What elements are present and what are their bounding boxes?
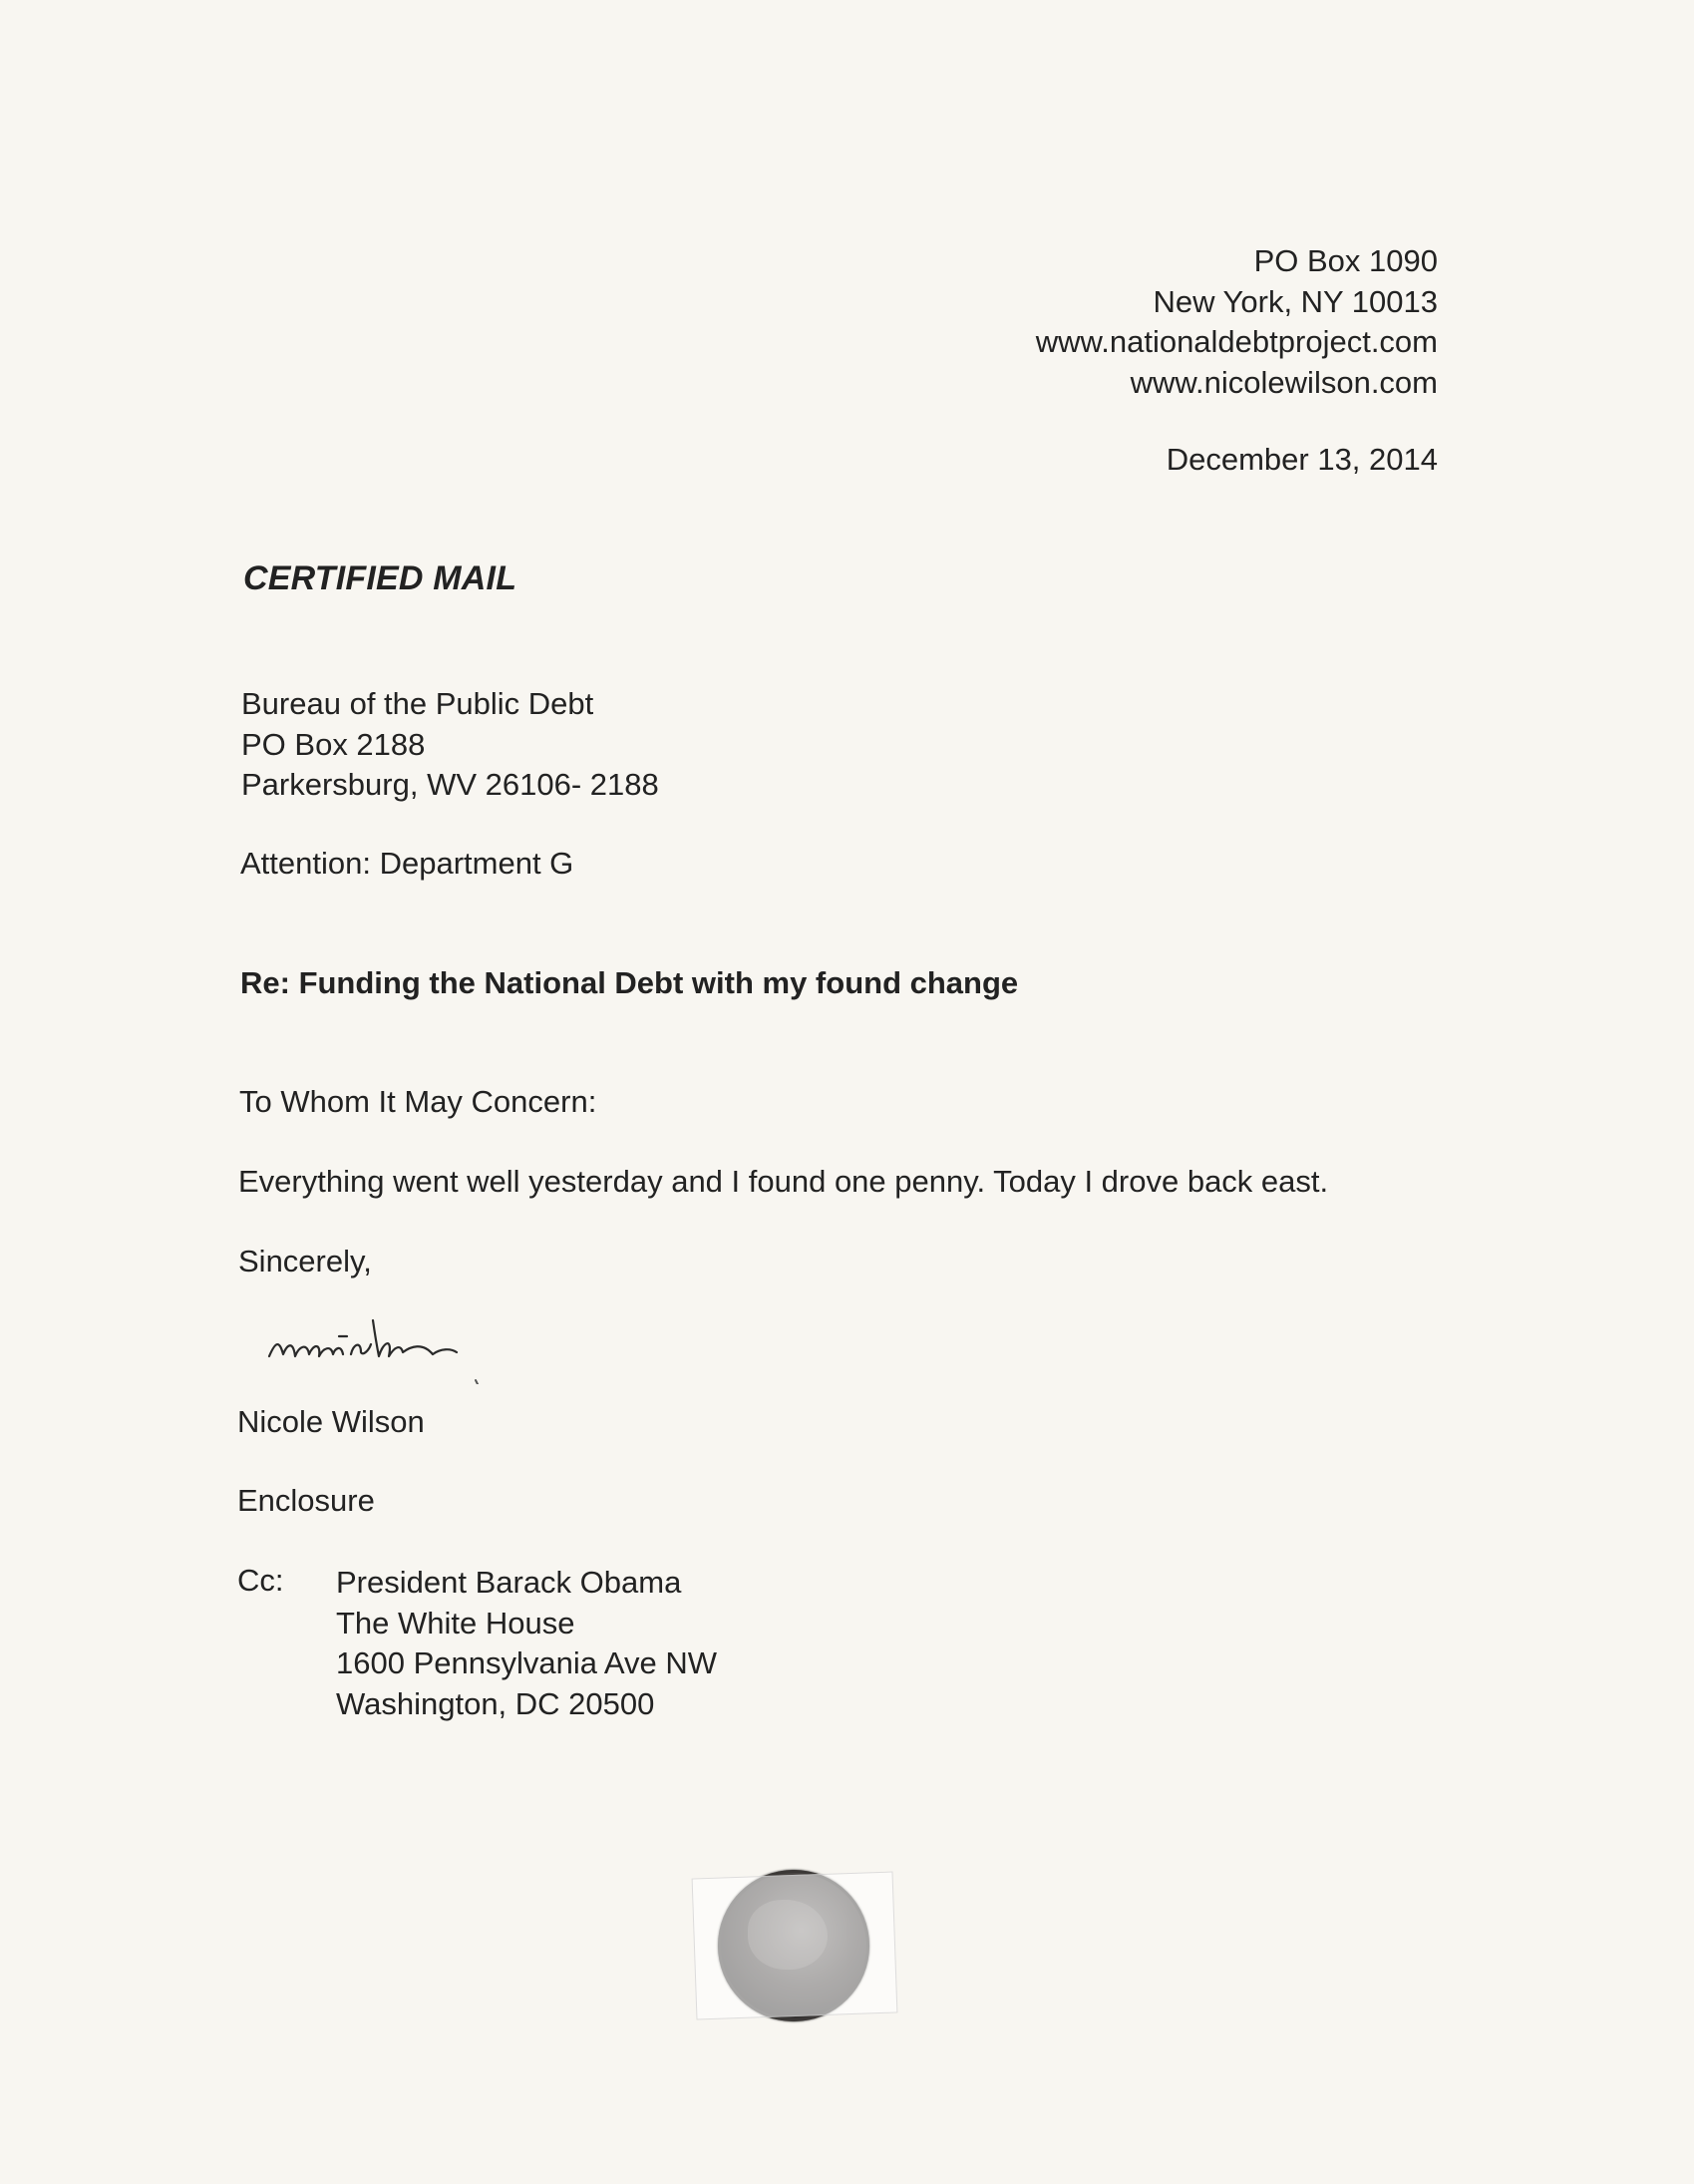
subject-line: Re: Funding the National Debt with my found change bbox=[240, 965, 1019, 1000]
signer-name: Nicole Wilson bbox=[237, 1404, 425, 1439]
closing: Sincerely, bbox=[238, 1244, 372, 1278]
taped-penny bbox=[688, 1845, 897, 2044]
cc-recipient-line: President Barack Obama bbox=[336, 1565, 682, 1600]
tape-strip bbox=[692, 1872, 898, 2020]
return-address-line: New York, NY 10013 bbox=[1153, 283, 1438, 319]
recipient-address-line: PO Box 2188 bbox=[241, 726, 426, 762]
enclosure-note: Enclosure bbox=[237, 1483, 375, 1518]
return-address-line: www.nicolewilson.com bbox=[1130, 364, 1438, 400]
salutation: To Whom It May Concern: bbox=[239, 1084, 597, 1119]
return-address-line: PO Box 1090 bbox=[1253, 243, 1438, 278]
return-address-line: www.nationaldebtproject.com bbox=[1035, 324, 1438, 359]
cc-recipient bbox=[336, 1563, 717, 1724]
return-address bbox=[1036, 241, 1438, 403]
attention-line: Attention: Department G bbox=[240, 846, 574, 881]
cc-recipient-line: 1600 Pennsylvania Ave NW bbox=[336, 1645, 717, 1680]
recipient-address bbox=[241, 684, 659, 806]
mail-type-heading: CERTIFIED MAIL bbox=[243, 559, 517, 597]
recipient-address-line: Parkersburg, WV 26106- 2188 bbox=[241, 767, 659, 802]
handwritten-signature bbox=[261, 1284, 560, 1384]
cc-recipient-line: The White House bbox=[336, 1605, 575, 1640]
cc-label: Cc: bbox=[237, 1563, 284, 1598]
letter-date: December 13, 2014 bbox=[1166, 442, 1438, 477]
cc-recipient-line: Washington, DC 20500 bbox=[336, 1685, 655, 1721]
recipient-address-line: Bureau of the Public Debt bbox=[241, 686, 594, 721]
letter-body: Everything went well yesterday and I found one penny. Today I drove back east. bbox=[238, 1164, 1329, 1199]
